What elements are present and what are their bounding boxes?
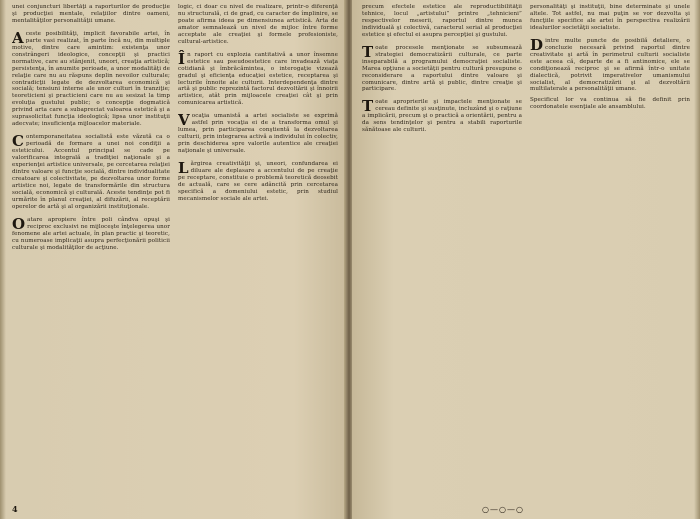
- paragraph: [178, 161, 338, 203]
- paragraph-text: ocaţia umanistă a artei socialiste se exprimă astfel prin vocaţia ei de a transforma omul şi lumea, prin participarea conştientă la dezvoltarea culturii, prin integrarea activă a individului în colectiv, prin deschiderea spre valorile autentice ale creaţiei naţionale şi universale.: [178, 113, 338, 155]
- right-page: [352, 0, 700, 519]
- paragraph-text: logic, ci doar cu nivel de realizare, printr-o diferenţă nu structurală, ci de grad, cu caracter de împlinire, se poate afirma ideea pe dimensiunea artistică. Arta de amator semnalează un nivel de mijloc între forme acceptate ale creaţiei şi formele profesioniste, cultural-artistice.: [178, 4, 338, 45]
- paragraph-text: atare apropiere între poli cândva opuşi şi reciproc exclusivi ne mijloceşte înţelegerea unor fenomene ale artei actuale, în plan practic şi teoretic, cu numeroase implicaţii asupra perfecţionării politicii culturale şi modalităţilor de acţiune.: [12, 216, 170, 251]
- left-column-1: [12, 4, 170, 519]
- paragraph-text: intre multe puncte de posibilă detaliere, o concluzie necesară privind raportul dintre creativitate şi artă în perimetrul culturii socialiste este aceea că, departe de a fi antinomice, ele se condiţionează reciproc şi se afirmă într-o unitate dialectică, potrivit imperativelor umanismului socialist, al democratizării şi al dezvoltării multilaterale a personalităţii umane.: [530, 37, 690, 93]
- drop-cap: A: [12, 28, 24, 47]
- paragraph-text: unei conjuncturi libertăţi a raporturilor de producţie şi producţiei mentale, relaţiilor dintre oameni, mentalităţilor personalităţii umane.: [12, 4, 170, 24]
- paragraph-text: ceste posibilităţi, implicit favorabile artei, în parte vasi realizat, în parte încă nu, din multiple motive, dintre care amintim: existenţa unor constrângeri ideologice, concepţii şi practici normative, care au stânjenit, uneori, creaţia artistică; persistenţa, în anumite perioade, a unor modalităţi de relaţie care nu au răspuns deplin nevoilor culturale; contradicţii legate de dezvoltarea economică şi socială; tensiuni interne ale unor culturi în tranziţie; teoreticieni şi practicieni care nu au sesizat la timp evoluţia gustului public; o concepţie dogmatică privind arta care a subapreciat valoarea estetică şi a suprasolicitat funcţia ideologică; lipsa unor instituţii adecvate; insuficienţa mijloacelor materiale.: [12, 30, 170, 128]
- paragraph: [178, 49, 338, 108]
- right-column-1: [362, 4, 522, 519]
- drop-cap: D: [530, 35, 544, 54]
- paragraph: [530, 97, 690, 111]
- paragraph: [178, 113, 338, 155]
- drop-cap: O: [12, 214, 26, 233]
- paragraph: [530, 4, 690, 32]
- ornament-divider: ○—○—○: [482, 505, 524, 514]
- paragraph: [530, 35, 690, 94]
- right-column-2: [530, 4, 690, 519]
- drop-cap: T: [362, 97, 374, 116]
- paragraph: [362, 99, 522, 134]
- paragraph-text: precum efectele estetice ale reproductibilităţii tehnice, locul „artistului” printre „tehnicieni” respectivelor meserii, raportul dintre munca individuală şi colectivă, caracterul serial al producţiei estetice şi efectul ei asupra percepţiei şi gustului.: [362, 4, 522, 38]
- page-number: 4: [12, 504, 18, 514]
- paragraph-text: Specificul lor va continua să fie definit prin coordonatele esenţiale ale ansamblului.: [530, 97, 690, 111]
- paragraph-text: n raport cu explozia cantitativă a unor însemne estetice sau pseudoestetice care invadează viaţa cotidiană şi îmbrăcămintea, o interogaţie vizează gradul şi eficienţa educaţiei estetice, receptarea şi lecturile înnoite ale culturii. Interdependenţa dintre artă şi public reprezintă factorul dezvoltării şi înnoirii artistice, atât prin mijloacele creaţiei cât şi prin comunicarea artistică.: [178, 51, 338, 107]
- drop-cap: V: [178, 111, 190, 130]
- drop-cap: T: [362, 42, 374, 61]
- drop-cap: L: [178, 159, 189, 178]
- paragraph-text: ontemporaneitatea socialistă este văzută ca o perioadă de formare a unei noi condiţii a esteticului. Accentul principal se cade pe valorificarea integrală a tradiţiei naţionale şi a experienţei artistice universale, pe cercetarea relaţiei dintre valoare şi funcţie socială, dintre individualitate creatoare şi colectivitate, pe dezvoltarea unor forme artistice noi, legate de transformările din structura socială, economică şi culturală. Aceste tendinţe pot fi urmărite în planul creaţiei, al difuzării, al receptării operelor de artă şi al organizării instituţionale.: [12, 134, 170, 210]
- paragraph-text: personalităţi şi instituţii, bine determinate şi unele altele. Tot astfel, nu mai puţin se vor dezvolta şi funcţiile specifice ale artei în perspectiva realizării idealurilor societăţii socialiste.: [530, 4, 690, 31]
- paragraph: [12, 28, 170, 128]
- paragraph-text: oate aproprierile şi impactele menţionate se cereau definite şi susţinute, incluzând şi o raţiune a implicării, precum şi o practică a orientării, pentru a da sens tendinţelor şi pentru a stabili raporturile sănătoase ale culturii.: [362, 99, 522, 134]
- paragraph: [12, 4, 170, 25]
- paragraph-text: oate procesele menţionate se subsumează strategiei democratizării culturale, ce parte inseparabilă a programului democraţiei socialiste. Marea opţiune a societăţii pentru cultură presupune o reconsiderare a raportului dintre valoare şi comunicare, dintre artă şi public, dintre creaţie şi participare.: [362, 44, 522, 93]
- paragraph: [362, 42, 522, 94]
- drop-cap: C: [12, 132, 25, 151]
- paragraph: [362, 4, 522, 39]
- drop-cap: Î: [178, 49, 186, 68]
- left-column-2: [178, 4, 338, 519]
- paragraph: [12, 134, 170, 210]
- paragraph: [178, 4, 338, 46]
- paragraph: [12, 214, 170, 252]
- paragraph-text: ărgirea creativităţii şi, uneori, confundarea ei diluare ale deplasare a accentului de pe creaţie pe receptare, constituie o problemă teoretică deosebit de actuală, care se cere adâncită prin cercetarea specifică a domeniului estetic, prin studiul mecanismelor sociale ale artei.: [178, 161, 338, 202]
- left-page: [0, 0, 346, 519]
